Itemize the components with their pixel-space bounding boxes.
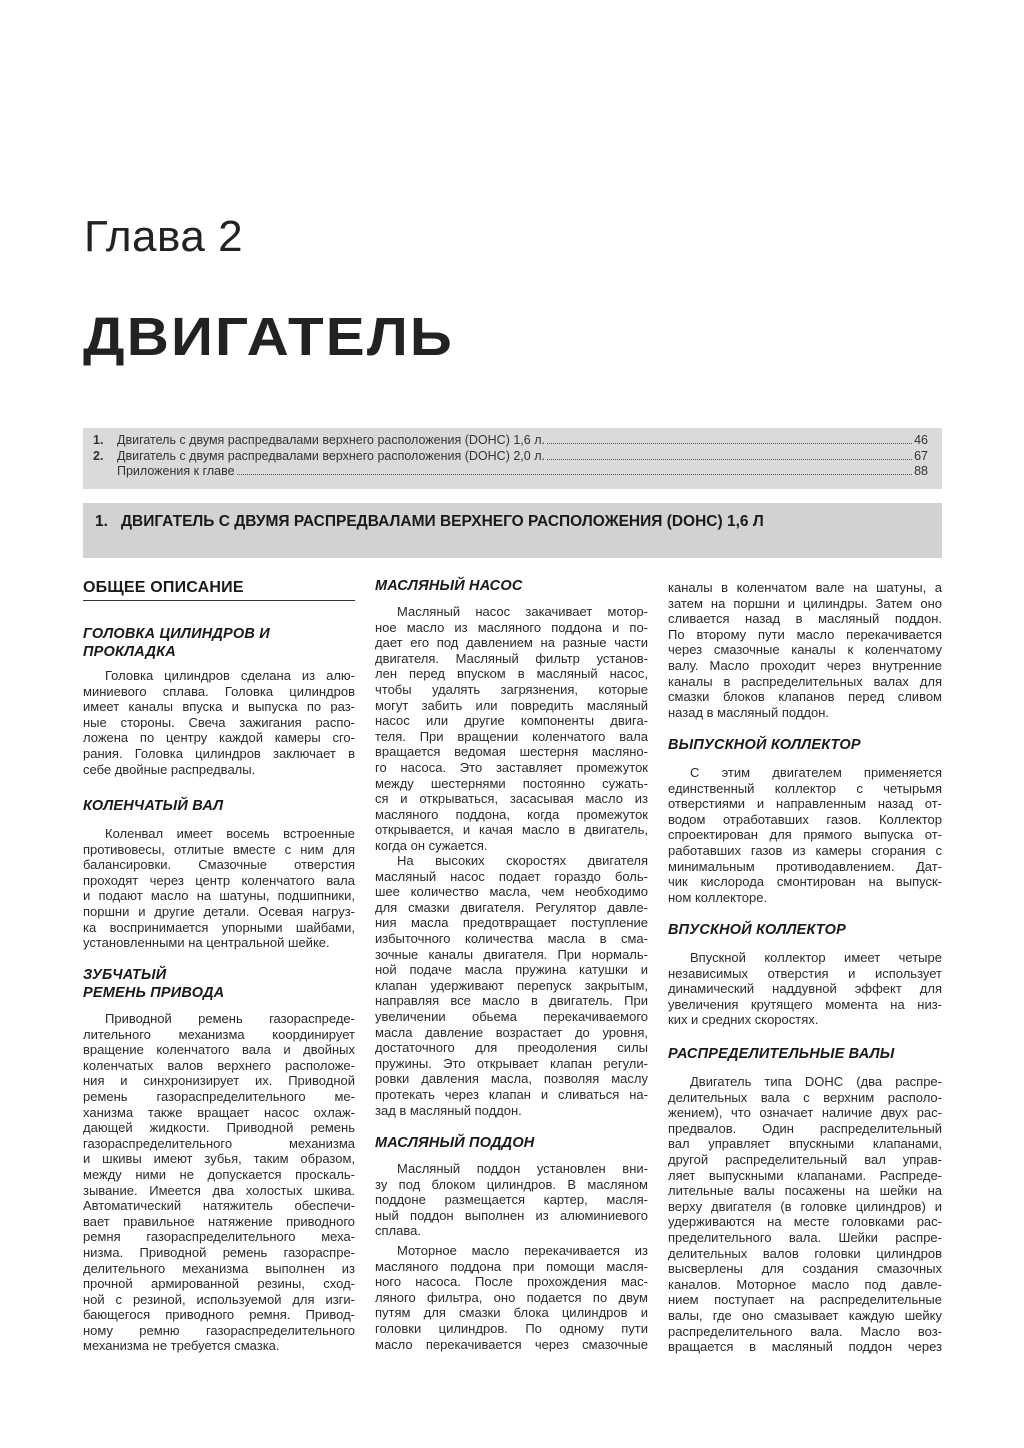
- paragraph-line: избыточного количества масла в сма-: [375, 930, 648, 946]
- paragraph-line: и подают масло на шатуны, подшипники,: [83, 888, 355, 904]
- paragraph-line: динамический наддувной эффект для: [668, 981, 942, 997]
- paragraph-line: через смазочные каналы к коленчатому: [668, 642, 942, 658]
- paragraph-line: высверлены для создания смазочных: [668, 1261, 942, 1277]
- section-number: 1.: [95, 513, 108, 530]
- paragraph-line: чтобы удалять загрязнения, которые: [375, 681, 648, 697]
- paragraph-line: ном коллекторе.: [668, 889, 768, 905]
- subsection-heading: [668, 737, 942, 755]
- paragraph-line: каналы в распределительных валах для: [668, 673, 942, 689]
- paragraph-line: ляного фильтра, оно подается по двум: [375, 1289, 648, 1305]
- paragraph-line: масляного поддона при помощи масля-: [375, 1258, 648, 1274]
- paragraph-line: клапан удерживают перепуск закрытым,: [375, 977, 648, 993]
- paragraph-line: увеличении обьема перекачиваемого: [375, 1008, 648, 1024]
- subsection-heading: [83, 967, 355, 1002]
- toc-leader: [547, 459, 912, 460]
- paragraph: [375, 604, 648, 854]
- heading-line: МАСЛЯНЫЙ ПОДДОН: [375, 1135, 535, 1151]
- paragraph-line: ный поддон выполнен из алюминиевого: [375, 1207, 648, 1223]
- paragraph-line: Коленвал имеет восемь встроенные: [105, 826, 355, 841]
- paragraph: [375, 1243, 648, 1352]
- section-heading: [83, 578, 355, 601]
- heading-line: ЗУБЧАТЫЙ: [83, 967, 167, 983]
- paragraph-line: удерживаются на месте головками рас-: [668, 1214, 942, 1230]
- paragraph-line: могут забить или повредить масляный: [375, 697, 648, 713]
- paragraph-line: вает правильное натяжение приводного: [83, 1213, 355, 1229]
- subsection-heading: [83, 626, 355, 661]
- toc-leader: [547, 443, 912, 444]
- paragraph-line: низма. Приводной ремень газораспре-: [83, 1244, 355, 1260]
- paragraph-line: каналов. Моторное масло под давле-: [668, 1276, 942, 1292]
- paragraph-line: независимых отверстия и использует: [668, 965, 942, 981]
- paragraph-line: сливается назад в масляный поддон.: [668, 611, 942, 627]
- paragraph-line: имеет каналы впуска и выпуска по раз-: [83, 699, 355, 715]
- paragraph-line: отверстиями и направленным назад от-: [668, 796, 942, 812]
- paragraph-line: Двигатель типа DOHC (два распре-: [690, 1074, 942, 1089]
- paragraph-line: верху двигателя (в головке цилиндров) и: [668, 1198, 942, 1214]
- paragraph-line: путям для смазки блока цилиндров и: [375, 1305, 648, 1321]
- paragraph-line: вал управляет впускными клапанами,: [668, 1136, 942, 1152]
- paragraph-line: ляет выпускными клапанами. Распреде-: [668, 1167, 942, 1183]
- paragraph-line: ной подаче масла пружина катушки и: [375, 962, 648, 978]
- paragraph-line: ханизма также вращает насос охлаж-: [83, 1104, 355, 1120]
- paragraph-line: двигателя. Масляный фильтр установ-: [375, 650, 648, 666]
- paragraph-line: шее количество масла, чем необходимо: [375, 884, 648, 900]
- paragraph-line: открывается, и качая масло в двигатель,: [375, 822, 648, 838]
- paragraph-line: между шестернями постоянно сужать-: [375, 775, 648, 791]
- paragraph-line: вращается ведомая шестерня масляно-: [375, 744, 648, 760]
- paragraph-line: прочной армированной резины, сход-: [83, 1276, 355, 1292]
- paragraph-line: ремня газораспределительного меха-: [83, 1229, 355, 1245]
- paragraph-line: бающегося приводного ремня. Привод-: [83, 1307, 355, 1323]
- chapter-title: ДВИГАТЕЛЬ: [83, 307, 454, 367]
- paragraph-line: пружины. Это открывает клапан регули-: [375, 1055, 648, 1071]
- paragraph: [668, 950, 942, 1028]
- paragraph-line: достаточного для преодоления силы: [375, 1040, 648, 1056]
- paragraph-line: смазки блоков клапанов перед сливом: [668, 689, 942, 705]
- paragraph-line: противовесы, отлитые вместе с ним для: [83, 841, 355, 857]
- paragraph-line: По второму пути масло перекачивается: [668, 626, 942, 642]
- paragraph-line: водом отработавших газов. Коллектор: [668, 811, 942, 827]
- paragraph-line: работавших газов из камеры сгорания с: [668, 842, 942, 858]
- paragraph-line: другой распределительный вал управ-: [668, 1151, 942, 1167]
- section-title: ДВИГАТЕЛЬ С ДВУМЯ РАСПРЕДВАЛАМИ ВЕРХНЕГО РАСПОЛОЖЕНИЯ (DOHC) 1,6 Л: [121, 513, 764, 530]
- paragraph-line: чик кислорода смонтирован на выпуск-: [668, 874, 942, 890]
- table-of-contents: [83, 428, 942, 489]
- heading-line: ГОЛОВКА ЦИЛИНДРОВ И: [83, 626, 270, 642]
- paragraph-line: жением), что означает наличие двух рас-: [668, 1105, 942, 1121]
- paragraph-line: Приводной ремень газораспреде-: [105, 1011, 355, 1026]
- paragraph-line: Моторное масло перекачивается из: [397, 1243, 648, 1258]
- heading-line: ПРОКЛАДКА: [83, 643, 176, 660]
- toc-number: 2.: [93, 449, 104, 463]
- toc-entry[interactable]: [93, 432, 928, 448]
- paragraph: [375, 853, 648, 1118]
- paragraph-line: ному ремню газораспределительного: [83, 1322, 355, 1338]
- paragraph: [668, 580, 942, 720]
- paragraph-line: проходят через центр коленчатого вала: [83, 872, 355, 888]
- paragraph-line: миниевого сплава. Головка цилиндров: [83, 683, 355, 699]
- paragraph-line: распределительного вала. Масло воз-: [668, 1323, 942, 1339]
- paragraph-line: себе двойные распредвалы.: [83, 761, 256, 777]
- paragraph-line: делительных вала с верхним располо-: [668, 1089, 942, 1105]
- paragraph-line: масла давление возрастает до уровня,: [375, 1024, 648, 1040]
- heading-line: КОЛЕНЧАТЫЙ ВАЛ: [83, 798, 224, 814]
- toc-entry[interactable]: [93, 448, 928, 464]
- paragraph-line: ка воспринимается упорными шайбами,: [83, 919, 355, 935]
- paragraph-line: Масляный насос закачивает мотор-: [397, 604, 648, 619]
- paragraph: [83, 826, 355, 951]
- subsection-heading: [375, 578, 648, 596]
- paragraph-line: масляного поддона, когда промежуток: [375, 806, 648, 822]
- paragraph-line: для смазки двигателя. Регулятор давле-: [375, 899, 648, 915]
- paragraph: [375, 1161, 648, 1239]
- paragraph-line: ся и открываться, засасывая масло из: [375, 791, 648, 807]
- paragraph-line: делительных валов головки цилиндров: [668, 1245, 942, 1261]
- paragraph-line: каналы в коленчатом вале на шатуны, а: [668, 580, 942, 595]
- section-header: [83, 503, 942, 558]
- paragraph-line: ровки давления масла, позволяя маслу: [375, 1071, 648, 1087]
- subsection-heading: [83, 798, 355, 816]
- paragraph-line: лительного механизма координирует: [83, 1026, 355, 1042]
- paragraph-line: ное масло из масляного поддона и по-: [375, 619, 648, 635]
- paragraph-line: направляя все масло в двигатель. При: [375, 993, 648, 1009]
- paragraph-line: ной с резиной, используемой для изги-: [83, 1291, 355, 1307]
- paragraph-line: затем на поршни и цилиндры. Затем оно: [668, 595, 942, 611]
- paragraph-line: насос или другие компоненты двига-: [375, 713, 648, 729]
- toc-text: Приложения к главе: [117, 464, 235, 478]
- paragraph-line: ния и синхронизирует их. Приводной: [83, 1073, 355, 1089]
- paragraph-line: газораспределительного механизма: [83, 1135, 355, 1151]
- paragraph-line: рания. Головка цилиндров заключает в: [83, 745, 355, 761]
- paragraph-line: делительного механизма выполнен из: [83, 1260, 355, 1276]
- paragraph-line: минимальным противодавлением. Дат-: [668, 858, 942, 874]
- paragraph-line: коленчатых валов верхнего расположе-: [83, 1057, 355, 1073]
- paragraph-line: балансировки. Смазочные отверстия: [83, 857, 355, 873]
- subsection-heading: [668, 1046, 942, 1064]
- paragraph: [668, 1074, 942, 1355]
- subsection-heading: [668, 922, 942, 940]
- subsection-heading: [375, 1135, 648, 1153]
- paragraph: [83, 668, 355, 777]
- paragraph-line: между ними не допускается проскаль-: [83, 1166, 355, 1182]
- paragraph-line: масло перекачивается через смазочные: [375, 1336, 648, 1352]
- paragraph-line: ния масла предотвращает поступление: [375, 915, 648, 931]
- paragraph-line: установленными на центральной шейке.: [83, 935, 330, 951]
- paragraph-line: валы, где оно смазывает каждую шейку: [668, 1307, 942, 1323]
- paragraph-line: протекать через клапан и сливаться на-: [375, 1086, 648, 1102]
- paragraph-line: нием поступает на распределительные: [668, 1292, 942, 1308]
- paragraph-line: ких и средних скоростях.: [668, 1012, 819, 1028]
- paragraph-line: спроектирован для прямого выпуска от-: [668, 827, 942, 843]
- paragraph-line: го насоса. Это заставляет промежуток: [375, 759, 648, 775]
- paragraph-line: назад в масляный поддон.: [668, 704, 830, 720]
- heading-line: МАСЛЯНЫЙ НАСОС: [375, 578, 523, 594]
- paragraph-line: валу. Масло проходит через внутренние: [668, 657, 942, 673]
- heading-line: РЕМЕНЬ ПРИВОДА: [83, 984, 225, 1001]
- paragraph-line: Впускной коллектор имеет четыре: [690, 950, 942, 965]
- paragraph-line: ремень газораспределительного ме-: [83, 1088, 355, 1104]
- heading-line: РАСПРЕДЕЛИТЕЛЬНЫЕ ВАЛЫ: [668, 1046, 895, 1062]
- toc-text: Двигатель с двумя распредвалами верхнего расположения (DOHC) 1,6 л.: [117, 433, 545, 447]
- toc-entry[interactable]: [93, 463, 928, 479]
- chapter-label: Глава 2: [84, 212, 244, 261]
- paragraph-line: дает его под давлением на разные части: [375, 635, 648, 651]
- paragraph-line: ложена по центру каждой камеры сго-: [83, 730, 355, 746]
- heading-line: ОБЩЕЕ ОПИСАНИЕ: [83, 578, 355, 601]
- heading-line: ВПУСКНОЙ КОЛЛЕКТОР: [668, 922, 847, 938]
- paragraph-line: ные стороны. Свеча зажигания распо-: [83, 714, 355, 730]
- paragraph-line: единственный коллектор с четырьмя: [668, 780, 942, 796]
- toc-leader: [237, 474, 913, 475]
- paragraph-line: зывание. Имеется два холостых шкива.: [83, 1182, 355, 1198]
- paragraph-line: поддоне размещается картер, масля-: [375, 1192, 648, 1208]
- paragraph-line: зад в масляный поддон.: [375, 1102, 522, 1118]
- paragraph-line: лен перед впуском в масляный насос,: [375, 666, 648, 682]
- paragraph-line: вращается в масляный поддон через: [668, 1339, 942, 1355]
- paragraph-line: Автоматический натяжитель обеспечи-: [83, 1198, 355, 1214]
- paragraph-line: сплава.: [375, 1223, 421, 1239]
- paragraph-line: и шкивы имеют зубья, таким образом,: [83, 1151, 355, 1167]
- paragraph-line: Головка цилиндров сделана из алю-: [105, 668, 355, 683]
- paragraph-line: предвалов. Один распределительный: [668, 1120, 942, 1136]
- toc-page: 67: [914, 449, 928, 463]
- paragraph-line: ного насоса. После прохождения мас-: [375, 1274, 648, 1290]
- paragraph-line: поршни и другие детали. Осевая нагруз-: [83, 903, 355, 919]
- paragraph-line: увеличения крутящего момента на низ-: [668, 996, 942, 1012]
- toc-number: 1.: [93, 433, 104, 447]
- paragraph-line: Масляный поддон установлен вни-: [397, 1161, 648, 1176]
- paragraph-line: С этим двигателем применяется: [690, 765, 942, 780]
- toc-text: Двигатель с двумя распредвалами верхнего расположения (DOHC) 2,0 л.: [117, 449, 545, 463]
- paragraph-line: механизма не требуется смазка.: [83, 1338, 280, 1354]
- paragraph-line: На высоких скоростях двигателя: [397, 853, 648, 868]
- paragraph-line: теля. При вращении коленчатого вала: [375, 728, 648, 744]
- paragraph-line: дающей жидкости. Приводной ремень: [83, 1120, 355, 1136]
- paragraph-line: масляный насос подает гораздо боль-: [375, 868, 648, 884]
- paragraph-line: лительные валы посажены на шейки на: [668, 1183, 942, 1199]
- heading-line: ВЫПУСКНОЙ КОЛЛЕКТОР: [668, 737, 861, 753]
- paragraph-line: когда он сужается.: [375, 837, 488, 853]
- paragraph-line: вращение коленчатого вала и двойных: [83, 1042, 355, 1058]
- paragraph-line: зу под блоком цилиндров. В масляном: [375, 1176, 648, 1192]
- toc-page: 46: [914, 433, 928, 447]
- paragraph-line: головки цилиндров. По одному пути: [375, 1320, 648, 1336]
- toc-page: 88: [914, 464, 928, 478]
- paragraph-line: пределительного вала. Шейки распре-: [668, 1229, 942, 1245]
- paragraph-line: зочные каналы двигателя. При нормаль-: [375, 946, 648, 962]
- paragraph: [83, 1011, 355, 1354]
- paragraph: [668, 765, 942, 905]
